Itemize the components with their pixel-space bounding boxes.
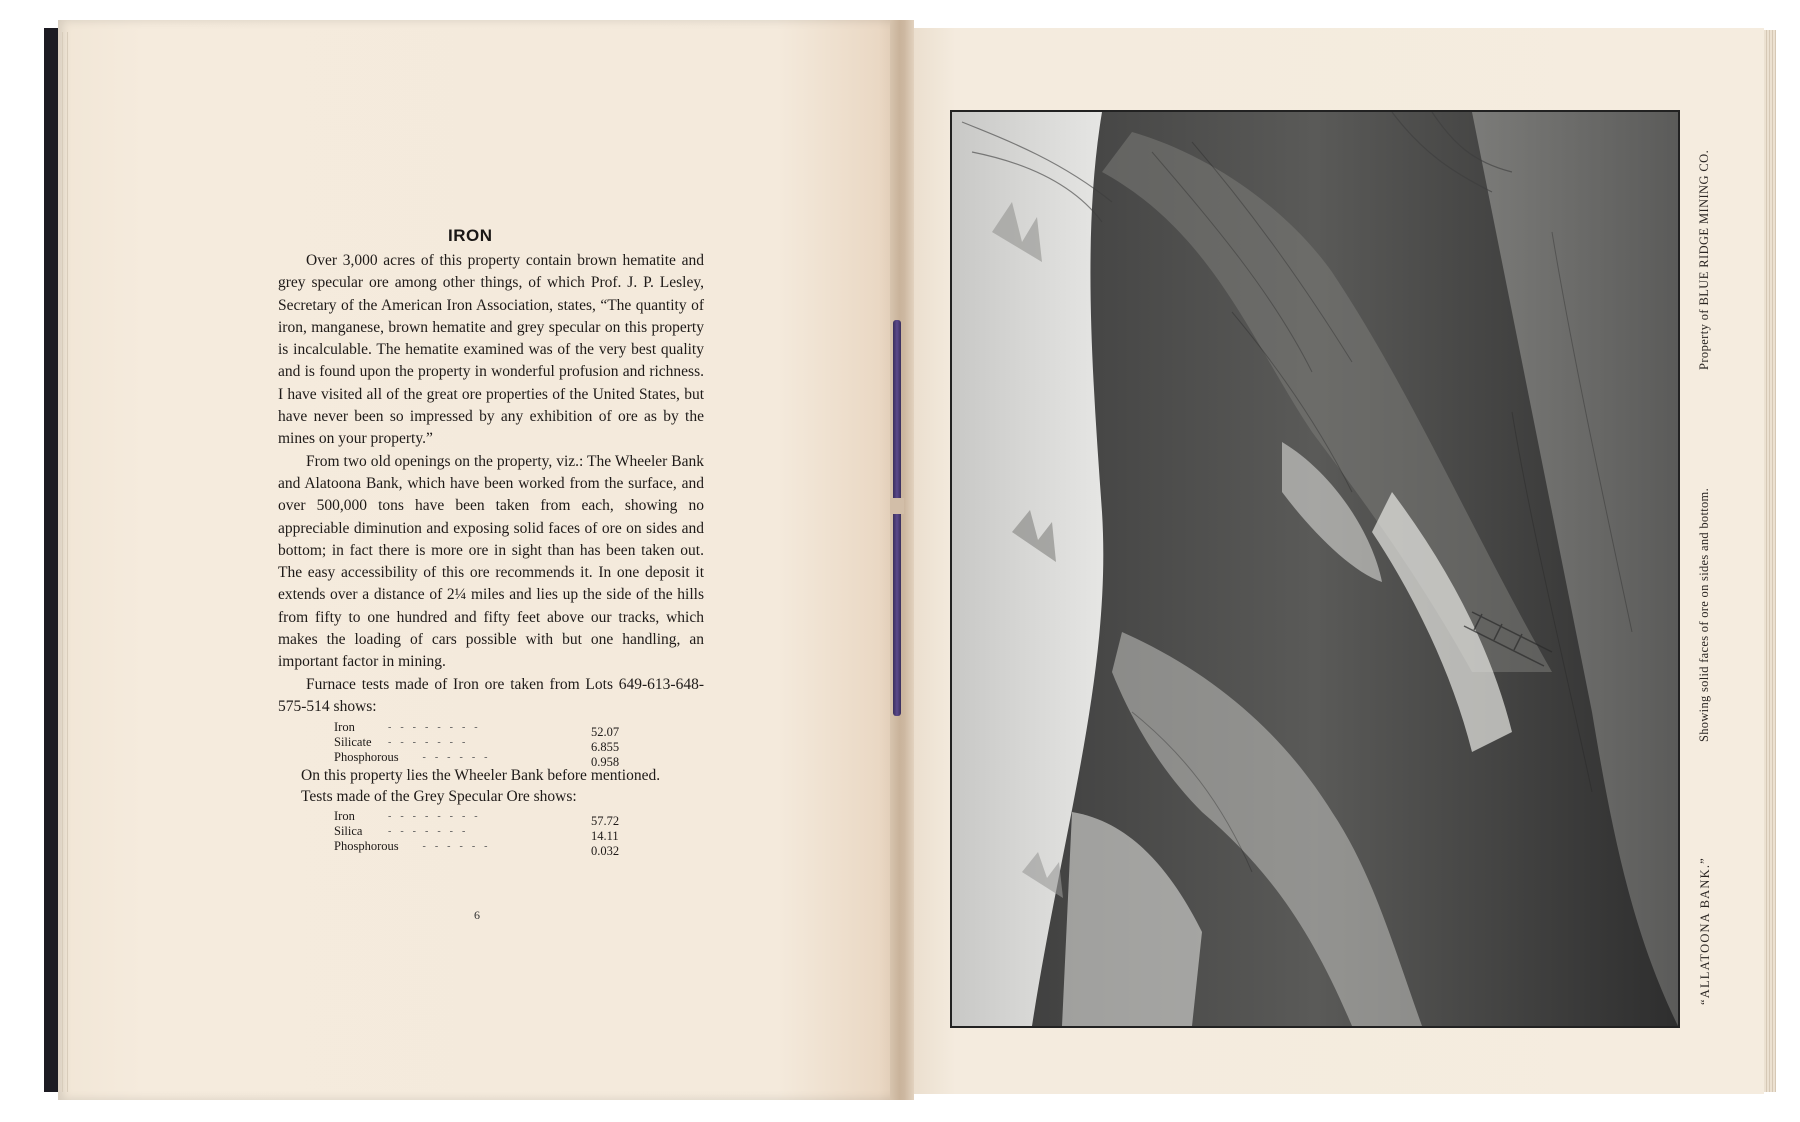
photo-caption-title: “ALLATOONA BANK.” (1698, 857, 1712, 1005)
section-heading: IRON (448, 226, 493, 245)
test-label: Silica (334, 824, 363, 839)
furnace-tests-table (278, 720, 704, 770)
paragraph-furnace-tests: Furnace tests made of Iron ore taken from Lots 649-613-648-575-514 shows: (278, 675, 704, 715)
test-row (278, 750, 704, 770)
dot-leader: -------- (388, 811, 487, 823)
page-stack-edge (1764, 30, 1776, 1092)
test-value: 57.72 (591, 814, 620, 829)
test-value: 14.11 (591, 829, 619, 844)
specular-tests-line: Tests made of the Grey Specular Ore shows: (301, 788, 577, 806)
test-label: Silicate (334, 735, 372, 750)
test-row (278, 735, 704, 755)
test-value: 52.07 (591, 725, 620, 740)
paragraph-lesley-quote: Over 3,000 acres of this property contain brown hematite and grey specular ore among other things, of which Prof. J. P. Lesley, Secretary of the American Iron Association, states, “The quantity of iron, manganese, brown hematite and grey specular on this property is incalculable. The hematite examined was of the very best quality and is found upon the property in wonderful profusion and richness. I have visited all of the great ore properties of the United States, but have never been so impressed by any exhibition of ore as by the mines on your property.” (278, 252, 704, 448)
bookmark-ribbon (893, 320, 901, 716)
test-value: 6.855 (591, 740, 620, 755)
ribbon-gap (890, 498, 904, 514)
allatoona-bank-photo (950, 110, 1680, 1028)
test-label: Phosphorous (334, 750, 399, 765)
photo-caption-description: Showing solid faces of ore on sides and bottom. (1697, 488, 1711, 742)
test-label: Phosphorous (334, 839, 399, 854)
dot-leader: ------- (388, 826, 475, 838)
test-row (278, 839, 704, 859)
photo-caption-property: Property of BLUE RIDGE MINING CO. (1697, 149, 1711, 370)
dot-leader: -------- (388, 722, 487, 734)
photo-illustration (952, 112, 1678, 1026)
test-label: Iron (334, 809, 355, 824)
left-page-edges (62, 32, 68, 1092)
dot-leader: ------ (388, 752, 497, 764)
body-text (278, 250, 704, 859)
test-value: 0.032 (591, 844, 620, 859)
wheeler-bank-line: On this property lies the Wheeler Bank before mentioned. (301, 767, 661, 785)
test-label: Iron (334, 720, 355, 735)
specular-tests-table (278, 809, 704, 859)
test-row (278, 809, 704, 829)
test-row (278, 720, 704, 740)
dot-leader: ------- (388, 737, 475, 749)
test-value: 0.958 (591, 755, 620, 770)
test-row (278, 824, 704, 844)
paragraph-openings: From two old openings on the property, viz.: The Wheeler Bank and Alatoona Bank, which have been worked from the surface, and over 500,000 tons have been taken from each, showing no appreciable diminution and exposing solid faces of ore on sides and bottom; in fact there is more ore in sight than has been taken out. The easy accessibility of this ore recommends it. In one deposit it extends over a distance of 2¼ miles and lies up the side of the hills from fifty to one hundred and fifty feet above our tracks, which makes the loading of cars possible with but one handling, an important factor in mining. (278, 452, 704, 671)
page-number: 6 (474, 908, 480, 922)
dot-leader: ------ (388, 841, 497, 853)
